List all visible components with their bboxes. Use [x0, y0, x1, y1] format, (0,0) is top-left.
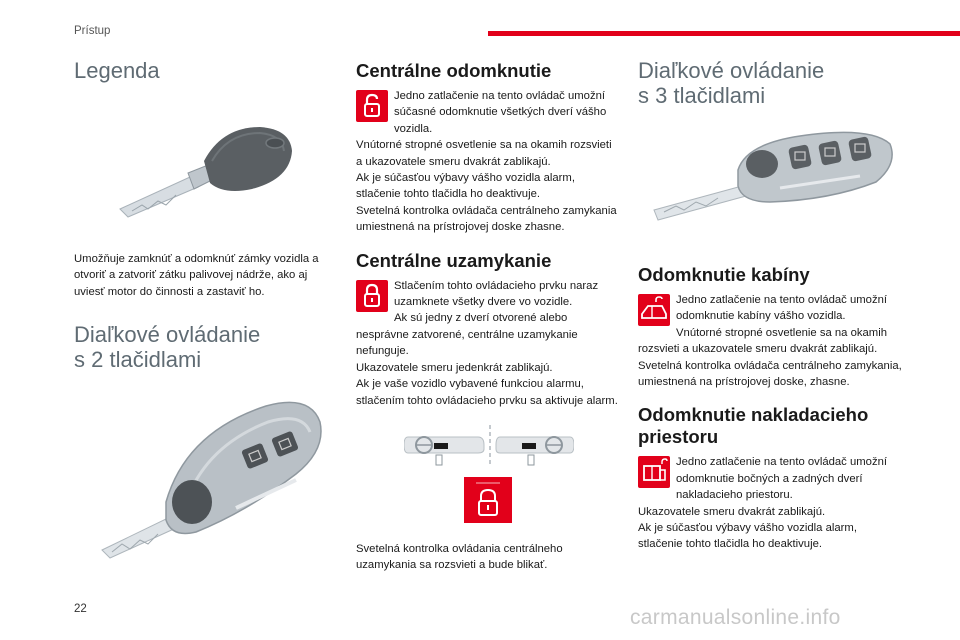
column-left [74, 56, 340, 560]
central-unlock-text-4: Svetelná kontrolka ovládača centrálneho zamykania umiestnená na prístrojovej doske zhasne. [356, 204, 617, 234]
cab-unlock-text-2: Vnútorné stropné osvetlenie sa na okamih rozsvieti a ukazovatele smeru dvakrát zablikajú. [638, 326, 888, 356]
cab-unlock-icon [638, 294, 670, 326]
key-illustration [112, 121, 302, 221]
cargo-unlock-text-2: Ukazovatele smeru dvakrát zablikajú. [638, 505, 826, 518]
legend-text: Umožňuje zamknúť a odomknúť zámky vozidla a otvoriť a zatvoriť zátku palivovej nádrže, ako aj uviesť motor do činnosti a zastaviť ho. [74, 253, 319, 298]
column-middle [356, 56, 618, 574]
central-lock-text-3: Ukazovatele smeru jedenkrát zablikajú. [356, 361, 553, 374]
watermark-text: carmanualsonline.info [630, 606, 841, 629]
central-lock-paragraph: Stlačením tohto ovládacieho prvku naraz uzamknete všetky dvere vo vozidle. [356, 278, 618, 311]
header-accent-bar [488, 31, 960, 36]
unlock-icon [356, 90, 388, 122]
central-lock-text-4: Ak je vaše vozidlo vybavené funkciou alarmu, stlačením tohto ovládacieho prvku sa aktivuje alarm. [356, 378, 618, 407]
central-unlock-text-2: Vnútorné stropné osvetlenie sa na okamih rozsvieti a ukazovatele smeru dvakrát zablikajú. [356, 139, 612, 168]
legend-heading: Legenda [74, 58, 160, 83]
dashboard-illustration [404, 423, 574, 533]
remote3-heading: Diaľkové ovládanie s 3 tlačidlami [638, 58, 825, 108]
remote2-illustration [96, 392, 326, 560]
central-unlock-heading: Centrálne odomknutie [356, 60, 552, 81]
indicator-text: Svetelná kontrolka ovládania centrálneho uzamykania sa rozsvieti a bude blikať. [356, 542, 563, 572]
cargo-unlock-paragraph: Jedno zatlačenie na tento ovládač umožní odomknutie bočných a zadných dverí nakladacieho priestoru. [638, 454, 904, 503]
cargo-unlock-icon [638, 456, 670, 488]
cab-unlock-paragraph: Jedno zatlačenie na tento ovládač umožní odomknutie kabíny vášho vozidla. [638, 292, 904, 325]
cab-unlock-text-3: Svetelná kontrolka ovládača centrálneho zamykania, umiestnená na prístrojovej doske, zhasne. [638, 359, 902, 389]
page-number: 22 [74, 603, 87, 615]
central-lock-text-2: Ak sú jedny z dverí otvorené alebo nesprávne zatvorené, centrálne uzamykanie nefunguje. [356, 312, 578, 358]
section-label: Prístup [74, 25, 111, 37]
cargo-unlock-heading: Odomknutie nakladacieho priestoru [638, 404, 869, 448]
cab-unlock-heading: Odomknutie kabíny [638, 264, 810, 285]
remote2-heading: Diaľkové ovládanie s 2 tlačidlami [74, 322, 261, 373]
central-unlock-paragraph: Jedno zatlačenie na tento ovládač umožní súčasné odomknutie všetkých dverí vášho vozidla. [356, 88, 618, 137]
column-right [638, 56, 904, 553]
lock-icon [356, 280, 388, 312]
remote3-illustration [650, 124, 896, 224]
central-lock-heading: Centrálne uzamykanie [356, 249, 552, 271]
cargo-unlock-text-3: Ak je súčasťou výbavy vášho vozidla alarm, stlačenie tohto tlačidla ho deaktivuje. [638, 522, 857, 551]
central-unlock-text-3: Ak je súčasťou výbavy vášho vozidla alarm, stlačenie tohto tlačidla ho deaktivuje. [356, 172, 575, 201]
